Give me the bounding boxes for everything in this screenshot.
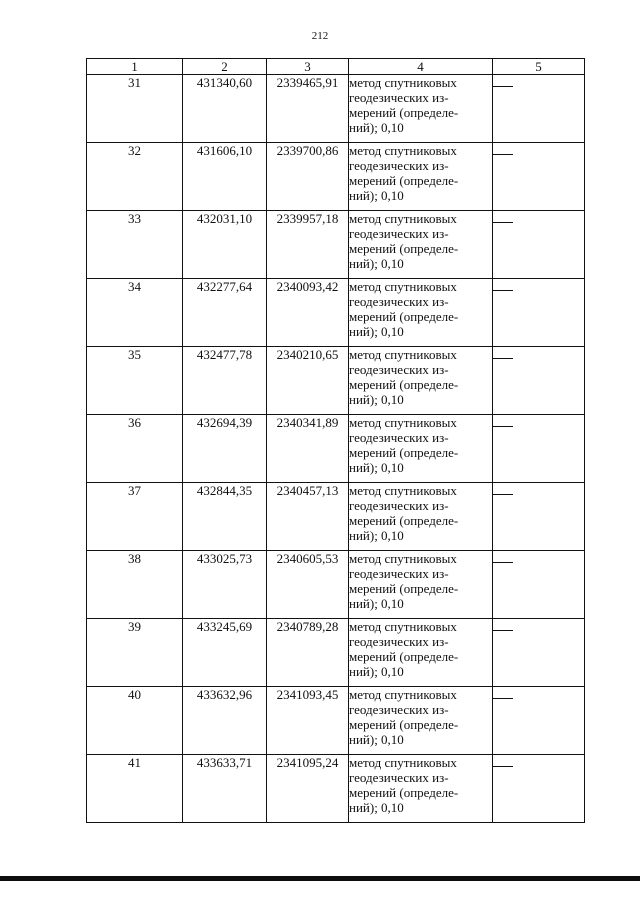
method-text-line: геодезических из-	[349, 634, 449, 649]
y-coordinate-cell: 2340341,89	[267, 415, 349, 483]
method-text-line: метод спутниковых	[349, 279, 457, 294]
note-cell	[493, 619, 585, 687]
method-cell	[349, 415, 493, 483]
table-header-row	[87, 59, 585, 75]
table-row	[87, 211, 585, 279]
dash-mark	[493, 358, 513, 359]
note-cell	[493, 755, 585, 823]
x-coordinate-cell: 433632,96	[183, 687, 267, 755]
x-coordinate-cell: 432277,64	[183, 279, 267, 347]
table-row	[87, 75, 585, 143]
method-text-line: метод спутниковых	[349, 211, 457, 226]
table-row	[87, 483, 585, 551]
table-row	[87, 619, 585, 687]
dash-mark	[493, 630, 513, 631]
method-text-line: ний); 0,10	[349, 528, 404, 543]
y-coordinate-cell: 2340457,13	[267, 483, 349, 551]
method-text-line: метод спутниковых	[349, 619, 457, 634]
method-text-line: геодезических из-	[349, 770, 449, 785]
column-header: 5	[493, 59, 585, 75]
table-row	[87, 143, 585, 211]
method-cell	[349, 755, 493, 823]
table-body	[87, 75, 585, 823]
method-text-line: ний); 0,10	[349, 188, 404, 203]
method-text-line: мерений (определе-	[349, 377, 459, 392]
dash-mark	[493, 222, 513, 223]
point-number-cell: 32	[87, 143, 183, 211]
dash-mark	[493, 154, 513, 155]
method-text-line: метод спутниковых	[349, 347, 457, 362]
table-row	[87, 687, 585, 755]
method-text-line: геодезических из-	[349, 566, 449, 581]
dash-mark	[493, 562, 513, 563]
dash-mark	[493, 494, 513, 495]
method-text-line: метод спутниковых	[349, 483, 457, 498]
method-text-line: ний); 0,10	[349, 324, 404, 339]
y-coordinate-cell: 2340789,28	[267, 619, 349, 687]
method-text-line: ний); 0,10	[349, 664, 404, 679]
y-coordinate-cell: 2340605,53	[267, 551, 349, 619]
table-row	[87, 755, 585, 823]
x-coordinate-cell: 432694,39	[183, 415, 267, 483]
y-coordinate-cell: 2340093,42	[267, 279, 349, 347]
method-text-line: геодезических из-	[349, 362, 449, 377]
point-number-cell: 39	[87, 619, 183, 687]
point-number-cell: 33	[87, 211, 183, 279]
note-cell	[493, 279, 585, 347]
dash-mark	[493, 86, 513, 87]
bottom-divider	[0, 876, 640, 881]
dash-mark	[493, 426, 513, 427]
y-coordinate-cell: 2341095,24	[267, 755, 349, 823]
method-text-line: геодезических из-	[349, 702, 449, 717]
method-text-line: мерений (определе-	[349, 241, 459, 256]
note-cell	[493, 211, 585, 279]
x-coordinate-cell: 432031,10	[183, 211, 267, 279]
column-header: 4	[349, 59, 493, 75]
y-coordinate-cell: 2339957,18	[267, 211, 349, 279]
table-row	[87, 347, 585, 415]
table-row	[87, 415, 585, 483]
method-cell	[349, 279, 493, 347]
point-number-cell: 35	[87, 347, 183, 415]
method-text-line: геодезических из-	[349, 90, 449, 105]
x-coordinate-cell: 431606,10	[183, 143, 267, 211]
point-number-cell: 36	[87, 415, 183, 483]
method-cell	[349, 211, 493, 279]
y-coordinate-cell: 2339700,86	[267, 143, 349, 211]
coordinates-table	[86, 58, 585, 823]
note-cell	[493, 347, 585, 415]
column-header: 2	[183, 59, 267, 75]
column-header: 3	[267, 59, 349, 75]
method-text-line: метод спутниковых	[349, 415, 457, 430]
method-cell	[349, 619, 493, 687]
note-cell	[493, 687, 585, 755]
method-text-line: метод спутниковых	[349, 755, 457, 770]
method-cell	[349, 143, 493, 211]
method-cell	[349, 551, 493, 619]
note-cell	[493, 75, 585, 143]
method-cell	[349, 483, 493, 551]
method-text-line: мерений (определе-	[349, 581, 459, 596]
method-text-line: метод спутниковых	[349, 143, 457, 158]
x-coordinate-cell: 433245,69	[183, 619, 267, 687]
method-text-line: геодезических из-	[349, 226, 449, 241]
dash-mark	[493, 766, 513, 767]
method-text-line: мерений (определе-	[349, 309, 459, 324]
method-text-line: метод спутниковых	[349, 687, 457, 702]
y-coordinate-cell: 2340210,65	[267, 347, 349, 415]
method-cell	[349, 687, 493, 755]
point-number-cell: 38	[87, 551, 183, 619]
method-text-line: геодезических из-	[349, 498, 449, 513]
method-text-line: мерений (определе-	[349, 717, 459, 732]
method-text-line: ний); 0,10	[349, 120, 404, 135]
note-cell	[493, 415, 585, 483]
note-cell	[493, 143, 585, 211]
method-text-line: мерений (определе-	[349, 105, 459, 120]
method-text-line: ний); 0,10	[349, 256, 404, 271]
point-number-cell: 31	[87, 75, 183, 143]
point-number-cell: 41	[87, 755, 183, 823]
table-row	[87, 279, 585, 347]
method-text-line: геодезических из-	[349, 294, 449, 309]
y-coordinate-cell: 2339465,91	[267, 75, 349, 143]
method-text-line: ний); 0,10	[349, 732, 404, 747]
method-text-line: мерений (определе-	[349, 445, 459, 460]
method-text-line: ний); 0,10	[349, 460, 404, 475]
method-text-line: ний); 0,10	[349, 596, 404, 611]
dash-mark	[493, 290, 513, 291]
point-number-cell: 37	[87, 483, 183, 551]
x-coordinate-cell: 433025,73	[183, 551, 267, 619]
dash-mark	[493, 698, 513, 699]
x-coordinate-cell: 432477,78	[183, 347, 267, 415]
method-text-line: мерений (определе-	[349, 785, 459, 800]
x-coordinate-cell: 431340,60	[183, 75, 267, 143]
method-cell	[349, 347, 493, 415]
method-text-line: метод спутниковых	[349, 551, 457, 566]
method-text-line: мерений (определе-	[349, 649, 459, 664]
x-coordinate-cell: 432844,35	[183, 483, 267, 551]
table-row	[87, 551, 585, 619]
method-text-line: геодезических из-	[349, 430, 449, 445]
method-cell	[349, 75, 493, 143]
method-text-line: метод спутниковых	[349, 75, 457, 90]
page-number: 212	[311, 30, 329, 42]
point-number-cell: 40	[87, 687, 183, 755]
note-cell	[493, 551, 585, 619]
method-text-line: ний); 0,10	[349, 392, 404, 407]
y-coordinate-cell: 2341093,45	[267, 687, 349, 755]
column-header: 1	[87, 59, 183, 75]
x-coordinate-cell: 433633,71	[183, 755, 267, 823]
method-text-line: мерений (определе-	[349, 513, 459, 528]
method-text-line: ний); 0,10	[349, 800, 404, 815]
method-text-line: мерений (определе-	[349, 173, 459, 188]
note-cell	[493, 483, 585, 551]
method-text-line: геодезических из-	[349, 158, 449, 173]
point-number-cell: 34	[87, 279, 183, 347]
